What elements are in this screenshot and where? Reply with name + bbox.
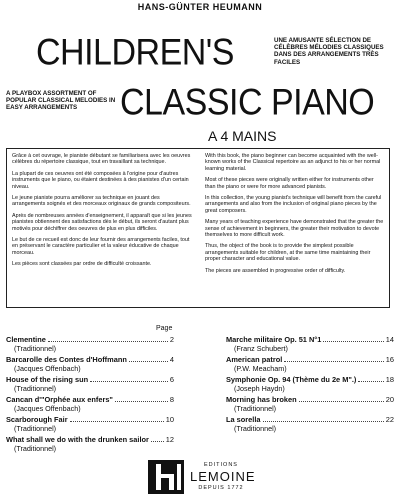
intro-paragraph: Grâce à cet ouvrage, le pianiste débutant se familiarisera avec les oeuvres célèbres du répertoire classique, tout en travaillant sa technique.: [12, 153, 191, 166]
toc-page-number: 4: [169, 355, 174, 364]
leader-dots: [90, 381, 168, 382]
toc-entry[interactable]: [6, 335, 174, 353]
title-line-2: CLASSIC PIANO: [120, 82, 375, 124]
intro-paragraph: The pieces are assembled in progressive order of difficulty.: [205, 267, 346, 274]
toc-entry[interactable]: [6, 415, 174, 433]
intro-paragraph: Le jeune pianiste pourra améliorer sa technique en jouant des arrangements soignés et des morceaux originaux de grands compositeurs.: [12, 195, 191, 208]
subtitle: A 4 MAINS: [208, 128, 277, 144]
toc-page-number: 8: [169, 395, 174, 404]
toc-title: Barcarolle des Contes d'Hoffmann: [6, 355, 127, 364]
toc-entry[interactable]: [6, 435, 174, 453]
toc-page-number: 20: [385, 395, 394, 404]
intro-french-column: [12, 153, 192, 273]
toc-composer: (Franz Schubert): [234, 344, 288, 353]
toc-page-number: 18: [385, 375, 394, 384]
publisher-since: DEPUIS 1772: [198, 485, 244, 491]
toc-title: Clementine: [6, 335, 46, 344]
toc-entry[interactable]: [6, 355, 174, 373]
toc-title: What shall we do with the drunken sailor: [6, 435, 149, 444]
toc-page-number: 2: [169, 335, 174, 344]
toc-composer: (Traditionnel): [14, 384, 57, 393]
toc-composer: (Traditionnel): [234, 424, 277, 433]
toc-composer: (Jacques Offenbach): [14, 404, 81, 413]
toc-title: House of the rising sun: [6, 375, 89, 384]
toc-composer: (Traditionnel): [234, 404, 277, 413]
english-description: A PLAYBOX ASSORTMENT OF POPULAR CLASSICAL MELODIES IN EASY ARRANGEMENTS: [6, 90, 116, 112]
toc-composer: (Traditionnel): [14, 344, 57, 353]
toc-page-number: 16: [385, 355, 394, 364]
toc-page-number: 10: [165, 415, 174, 424]
toc-title: American patrol: [226, 355, 283, 364]
french-description: UNE AMUSANTE SÉLECTION DE CÉLÈBRES MÉLODIES CLASSIQUES DANS DES ARRANGEMENTS TRÈS FACILES: [274, 37, 384, 66]
title-line-1: CHILDREN'S: [36, 32, 234, 74]
toc-composer: (Traditionnel): [14, 424, 57, 433]
toc-title: Scarborough Fair: [6, 415, 68, 424]
toc-composer: (Traditionnel): [14, 444, 57, 453]
toc-title: Marche militaire Op. 51 N°1: [226, 335, 322, 344]
intro-paragraph: In this collection, the young pianist's technique will benefit from the careful arrangements and also from the inclusion of original piano pieces by the great composers.: [205, 195, 382, 214]
intro-paragraph: Les pièces sont classées par ordre de difficulté croissante.: [12, 261, 152, 268]
lemoine-logo-icon: [146, 458, 186, 496]
toc-page-number: 22: [385, 415, 394, 424]
intro-english-column: [205, 153, 385, 279]
toc-title: Morning has broken: [226, 395, 297, 404]
leader-dots: [284, 361, 383, 362]
publisher-name: LEMOINE: [190, 469, 256, 484]
toc-composer: (P.W. Meacham): [234, 364, 287, 373]
intro-paragraph: Le but de ce recueil est donc de leur fournir des arrangements faciles, tout en préservant le caractère particulier et la valeur éducative de chaque morceau.: [12, 237, 190, 256]
leader-dots: [323, 341, 383, 342]
intro-box: [6, 148, 390, 308]
toc-entry[interactable]: [6, 395, 174, 413]
intro-paragraph: Après de nombreuses années d'enseignement, il apparaît que si les jeunes pianistes obtiennent des satisfactions dès le début, ils seront d'autant plus motivés pour déchiffrer des oeuvres de plus en plus difficiles.: [12, 212, 192, 232]
leader-dots: [115, 401, 168, 402]
toc-composer: (Joseph Haydn): [234, 384, 285, 393]
author-name: HANS-GÜNTER HEUMANN: [137, 2, 263, 12]
toc-entry[interactable]: [226, 375, 394, 393]
leader-dots: [70, 421, 164, 422]
toc-entry[interactable]: [226, 395, 394, 413]
intro-paragraph: Many years of teaching experience have demonstrated that the greater the sense of achievement in beginners, the greater their motivation to devote themselves to more difficult work.: [205, 219, 384, 239]
toc-entry[interactable]: [226, 335, 394, 353]
publisher-editions: EDITIONS: [204, 462, 238, 468]
toc-title: Symphonie Op. 94 (Thème du 2e M".): [226, 375, 357, 384]
leader-dots: [129, 361, 168, 362]
leader-dots: [263, 421, 384, 422]
leader-dots: [299, 401, 384, 402]
intro-paragraph: With this book, the piano beginner can become acquainted with the well-known works of the Classical repertoire as an adjunct to his or her normal learning material.: [205, 153, 381, 172]
toc-entry[interactable]: [226, 355, 394, 373]
toc-page-number: 14: [385, 335, 394, 344]
toc-entry[interactable]: [226, 415, 394, 433]
intro-paragraph: La plupart de ces oeuvres ont été composées à l'origine pour d'autres instruments que le piano, ou étaient destinées à des pianistes d'un certain niveau.: [12, 170, 189, 190]
leader-dots: [358, 381, 383, 382]
leader-dots: [48, 341, 168, 342]
toc-entry[interactable]: [6, 375, 174, 393]
toc-composer: (Jacques Offenbach): [14, 364, 81, 373]
leader-dots: [151, 441, 164, 442]
toc-page-header: Page: [156, 325, 173, 332]
toc-title: La sorella: [226, 415, 261, 424]
toc-page-number: 6: [169, 375, 174, 384]
intro-paragraph: Thus, the object of the book is to provide the simplest possible arrangements suitable for children, at the same time maintaining their proper character and educational value.: [205, 243, 371, 263]
toc-title: Cancan d'"Orphée aux enfers": [6, 395, 113, 404]
intro-paragraph: Most of these pieces were originally written either for instruments other than the piano or were for more advanced pianists.: [205, 177, 374, 190]
toc-page-number: 12: [165, 435, 174, 444]
